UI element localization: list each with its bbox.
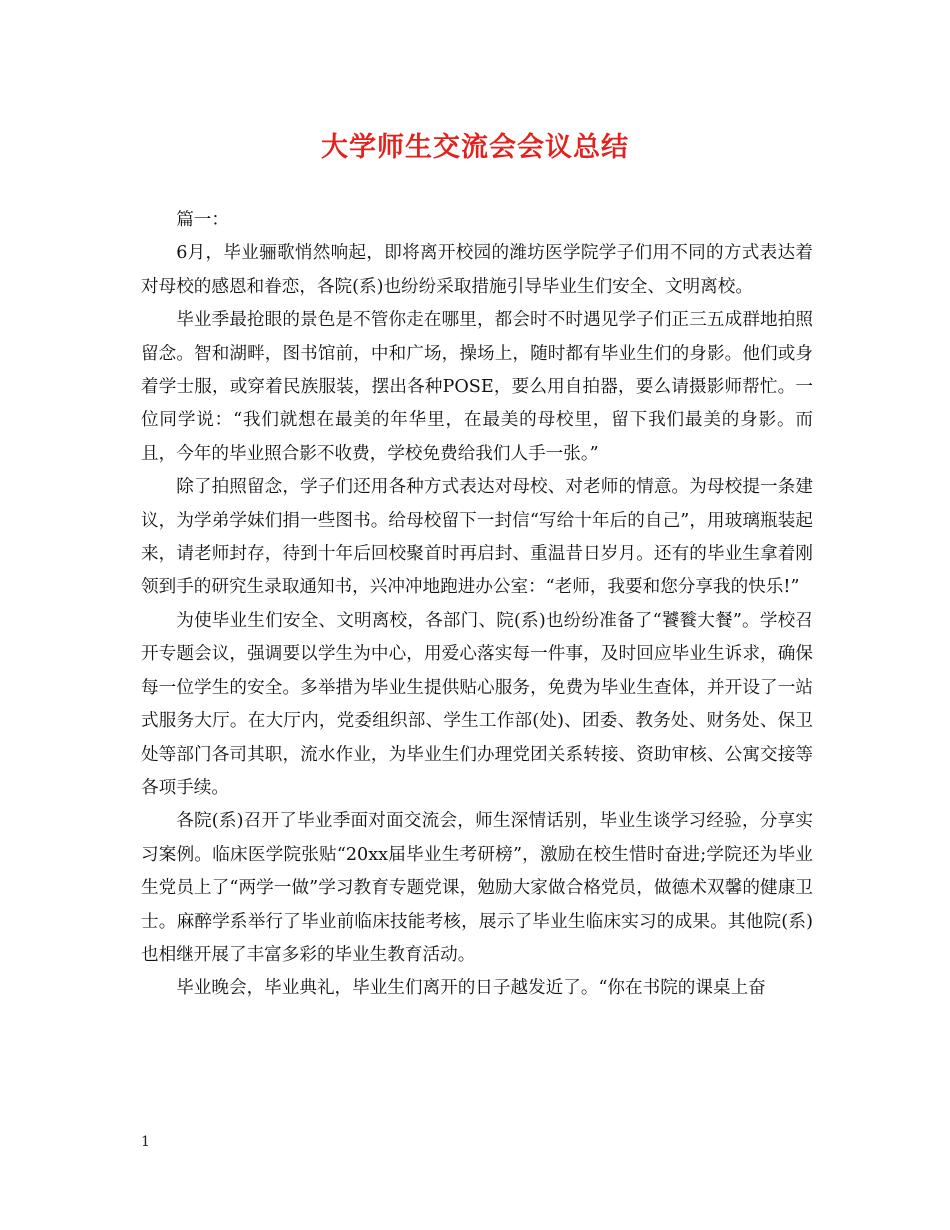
page-number: 1 xyxy=(141,1134,150,1150)
document-body xyxy=(141,204,813,1006)
paragraph: 毕业晚会，毕业典礼，毕业生们离开的日子越发近了。“你在书院的课桌上奋 xyxy=(176,978,766,999)
paragraph: 为使毕业生们安全、文明离校，各部门、院(系)也纷纷准备了“饕餮大餐”。学校召开专题会议，强调要以学生为中心，用爱心落实每一件事，及时回应毕业生诉求，确保每一位学生的安全。多举措为毕业生提供贴心服务，免费为毕业生查体，并开设了一站式服务大厅。在大厅内，党委组织部、学生工作部(处)、团委、教务处、财务处、保卫处等部门各司其职，流水作业，为毕业生们办理党团关系转接、资助审核、公寓交接等各项手续。 xyxy=(141,610,813,798)
document-title: 大学师生交流会会议总结 xyxy=(321,132,629,163)
paragraph: 各院(系)召开了毕业季面对面交流会，师生深情话别，毕业生谈学习经验，分享实习案例。临床医学院张贴“20xx届毕业生考研榜”，激励在校生惜时奋进;学院还为毕业生党员上了“两学一做”学习教育专题党课，勉励大家做合格党员，做德术双馨的健康卫士。麻醉学系举行了毕业前临床技能考核，展示了毕业生临床实习的成果。其他院(系)也相继开展了丰富多彩的毕业生教育活动。 xyxy=(141,811,813,965)
section-label: 篇一： xyxy=(176,210,229,230)
paragraph: 6月，毕业骊歌悄然响起，即将离开校园的潍坊医学院学子们用不同的方式表达着对母校的感恩和眷恋，各院(系)也纷纷采取措施引导毕业生们安全、文明离校。 xyxy=(141,243,813,297)
paragraph: 毕业季最抢眼的景色是不管你走在哪里，都会时不时遇见学子们正三五成群地拍照留念。智和湖畔，图书馆前，中和广场，操场上，随时都有毕业生们的身影。他们或身着学士服，或穿着民族服装，摆出各种POSE，要么用自拍器，要么请摄影师帮忙。一位同学说：“我们就想在最美的年华里，在最美的母校里，留下我们最美的身影。而且，今年的毕业照合影不收费，学校免费给我们人手一张。” xyxy=(141,310,813,464)
paragraph: 除了拍照留念，学子们还用各种方式表达对母校、对老师的情意。为母校提一条建议，为学弟学妹们捐一些图书。给母校留下一封信“写给十年后的自己”，用玻璃瓶装起来，请老师封存，待到十年后回校聚首时再启封、重温昔日岁月。还有的毕业生拿着刚领到手的研究生录取通知书，兴冲冲地跑进办公室：“老师，我要和您分享我的快乐!” xyxy=(141,477,813,598)
